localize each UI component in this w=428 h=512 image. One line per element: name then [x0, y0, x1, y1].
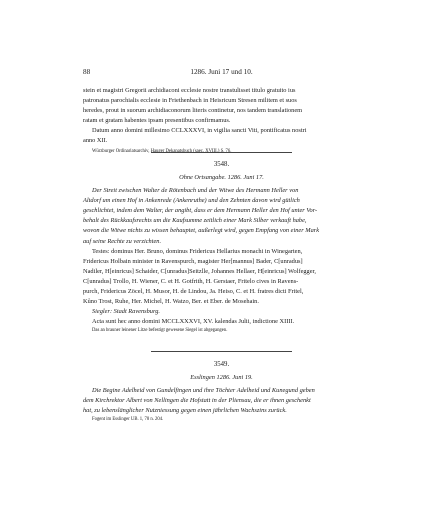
- witness-line: Kůno Trost, Ruhe, Her. Michel, H. Watzo, Ber. et Eber. de Mosehain.: [83, 298, 259, 306]
- regest-line: Der Streit zwischen Walter de Rötenbach und der Witwe des Hermann Heller von: [92, 187, 299, 195]
- witness-line: Fridericus Holbain minister in Ravenspurch, magister Her[mannus] Bader, C[unradus]: [83, 257, 303, 265]
- preceding-document: [83, 86, 360, 155]
- witness-line: purch, Fridericus Zöcel, H. Musor, H. de Lindou, Ja. Heiso, C. et H. fratres dicti Fritel,: [83, 288, 304, 296]
- entry-3549: [83, 360, 360, 423]
- witness-line: C[unradus] Trollo, H. Wiener, C. et H. Gotfrith, H. Gerstaer, Fritelo cives in Ravens-: [83, 277, 299, 285]
- source-note: Das an brauner leinener Litze befestigt gewesene Siegel ist abgegangen.: [92, 328, 228, 334]
- place-date: Ohne Ortsangabe. 1286. Juni 17.: [179, 174, 264, 181]
- regest: [83, 186, 360, 247]
- text-line: heredes, prout in suorum archidiaconorum literis continetur, nos tandem translationem: [83, 107, 303, 115]
- regest-line: hat, zu lebenslänglicher Nutzniessung gegen einen jährlichen Wachszins zurück.: [83, 407, 287, 415]
- entry-number: 3548.: [213, 161, 230, 168]
- text-line: stein et magistri Gregorii archidiaconi ecclesie nostre transtulisset titulo gratuito ius: [83, 87, 296, 94]
- source-note: Fogent im Esslinger UB. 1, 78 n. 204.: [92, 417, 164, 423]
- regest-line: Die Begine Adelheid von Gundelfingen und ihre Töchter Adelheid und Kunegund geben: [92, 387, 315, 395]
- witness-line: Testes: dominus Her. Bruno, dominus Fridericus Hellarius monachi in Winegarten,: [92, 247, 303, 255]
- acta-line: Acta sunt hec anno domini MCCLXXXVI, XV. kalendas Julii, indictione XIIII.: [92, 318, 295, 326]
- place-date: Esslingen 1286. Juni 19.: [190, 374, 253, 381]
- text-line: patronatus parochialis ecclesie in Friethenbach in Heisricum Stresen militem et suos: [83, 97, 297, 105]
- running-header: [83, 68, 360, 79]
- seal-line: Siegler: Stadt Ravensburg.: [92, 308, 160, 316]
- regest-line: wovon die Witwe nichts zu wissen behauptet, außerlegt wird, gegen Empfang von einer Mark: [83, 227, 320, 235]
- section-divider: [151, 152, 292, 153]
- section-divider: [151, 351, 292, 352]
- regest: [83, 386, 360, 416]
- witness-line: Nadiler, H[einricus] Schaider, C[unradus]Seitzlle, Johannes Hellaer, H[einricus] Wolfegger,: [83, 267, 316, 275]
- running-head: 1286. Juni 17 und 10.: [190, 68, 253, 76]
- regest-line: auf seine Rechte zu verzichten.: [83, 237, 162, 245]
- text-line: ratam et gratam habentes ipsam presentibus confirmamus.: [83, 117, 231, 125]
- regest-line: behalt des Rückkaufsrechts um die Kaufsumme zeitlich einer Mark Silber verkauft habe,: [83, 217, 307, 225]
- date-line: anno XII.: [83, 137, 108, 145]
- regest-line: Altdorf um einen Hof in Ankenrede (Ankenruthe) und den Zehnten davon wird gütlich: [83, 197, 300, 205]
- regest-line: dem Kirchrektor Albert von Nellingen die Hofstatt in der Pliensau, die er ihnen geschenkt: [83, 397, 311, 405]
- witness-list: [83, 247, 360, 308]
- date-line: Datum anno domini millesimo CCLXXXVI, in vigilia sancti Viti, pontificatus nostri: [92, 127, 307, 135]
- page-number: 88: [83, 68, 91, 76]
- entry-number: 3549.: [213, 361, 230, 368]
- regest-line: geschlichtet, indem dem Walter, der angibt, dass er dem Hermann Heller den Hof unter Vor-: [83, 207, 318, 215]
- entry-3548: [83, 160, 360, 334]
- source-note: Würzburger Ordinariatsarchiv, Hauger Dekanatsbuch (saec. XVIII.) S. 76.: [92, 148, 232, 154]
